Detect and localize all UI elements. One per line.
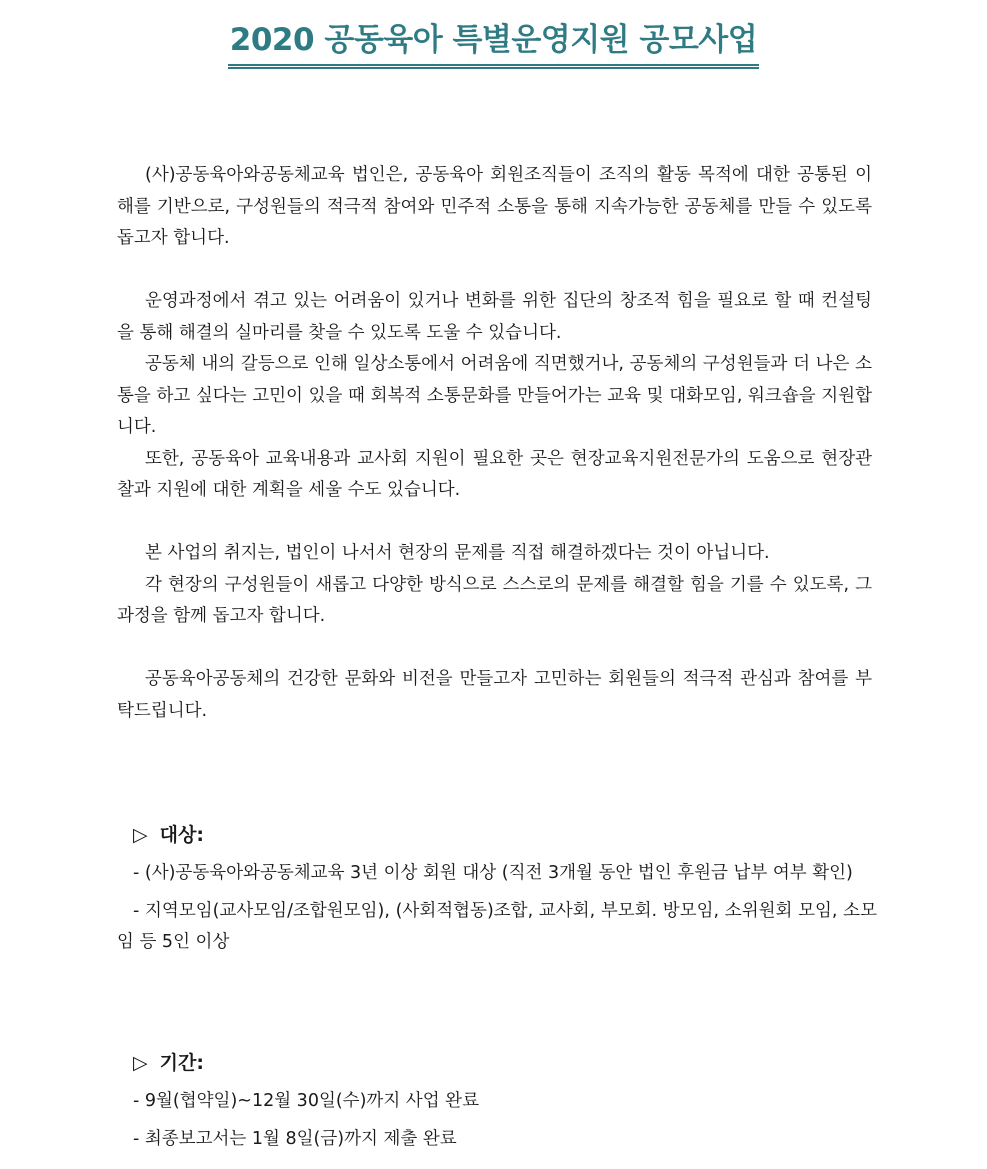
- triangle-right-icon: ▷: [133, 1052, 148, 1074]
- paragraph-intent: 본 사업의 취지는, 법인이 나서서 현장의 문제를 직접 해결하겠다는 것이 아닙니다.: [145, 543, 770, 563]
- title-container: [0, 20, 987, 69]
- triangle-right-icon: ▷: [133, 824, 148, 846]
- list-item: - 9월(협약일)~12월 30일(수)까지 사업 완료: [133, 1091, 479, 1111]
- paragraph-purpose: (사)공동육아와공동체교육 법인은, 공동육아 회원조직들이 조직의 활동 목적에 대한 공통된 이해를 기반으로, 구성원들의 적극적 참여와 민주적 소통을 통해 지속가능한 공동체를 만들 수 있도록 돕고자 합니다.: [117, 165, 872, 248]
- list-item: - 최종보고서는 1월 8일(금)까지 제출 완료: [133, 1128, 457, 1149]
- intro-text: [117, 160, 872, 727]
- list-item: - (사)공동육아와공동체교육 3년 이상 회원 대상 (직전 3개월 동안 법인 후원금 납부 여부 확인): [133, 863, 853, 883]
- paragraph-support: 각 현장의 구성원들이 새롭고 다양한 방식으로 스스로의 문제를 해결할 힘을 기를 수 있도록, 그 과정을 함께 돕고자 합니다.: [117, 574, 872, 626]
- paragraph-consulting: 운영과정에서 겪고 있는 어려움이 있거나 변화를 위한 집단의 창조적 힘을 필요로 할 때 컨설팅을 통해 해결의 실마리를 찾을 수 있도록 도울 수 있습니다.: [117, 291, 872, 343]
- list-item: - 지역모임(교사모임/조합원모임), (사회적협동)조합, 교사회, 부모회. 방모임, 소위원회 모임, 소모임 등 5인 이상: [117, 900, 877, 952]
- section-period-label: 기간:: [159, 1052, 204, 1074]
- paragraph-education: 또한, 공동육아 교육내용과 교사회 지원이 필요한 곳은 현장교육지원전문가의 도움으로 현장관찰과 지원에 대한 계획을 세울 수도 있습니다.: [117, 448, 872, 500]
- section-period-heading: [133, 1046, 877, 1080]
- paragraph-conflict: 공동체 내의 갈등으로 인해 일상소통에서 어려움에 직면했거나, 공동체의 구성원들과 더 나은 소통을 하고 싶다는 고민이 있을 때 회복적 소통문화를 만들어가는 교육 및 대화모임, 워크숍을 지원합니다.: [117, 354, 872, 437]
- section-target: [117, 818, 877, 965]
- paragraph-request: 공동육아공동체의 건강한 문화와 비전을 만들고자 고민하는 회원들의 적극적 관심과 참여를 부탁드립니다.: [117, 669, 872, 721]
- section-period: [117, 1046, 877, 1161]
- page-title: 2020 공동육아 특별운영지원 공모사업: [228, 20, 759, 69]
- section-target-heading: [133, 818, 877, 852]
- section-target-label: 대상:: [159, 824, 204, 846]
